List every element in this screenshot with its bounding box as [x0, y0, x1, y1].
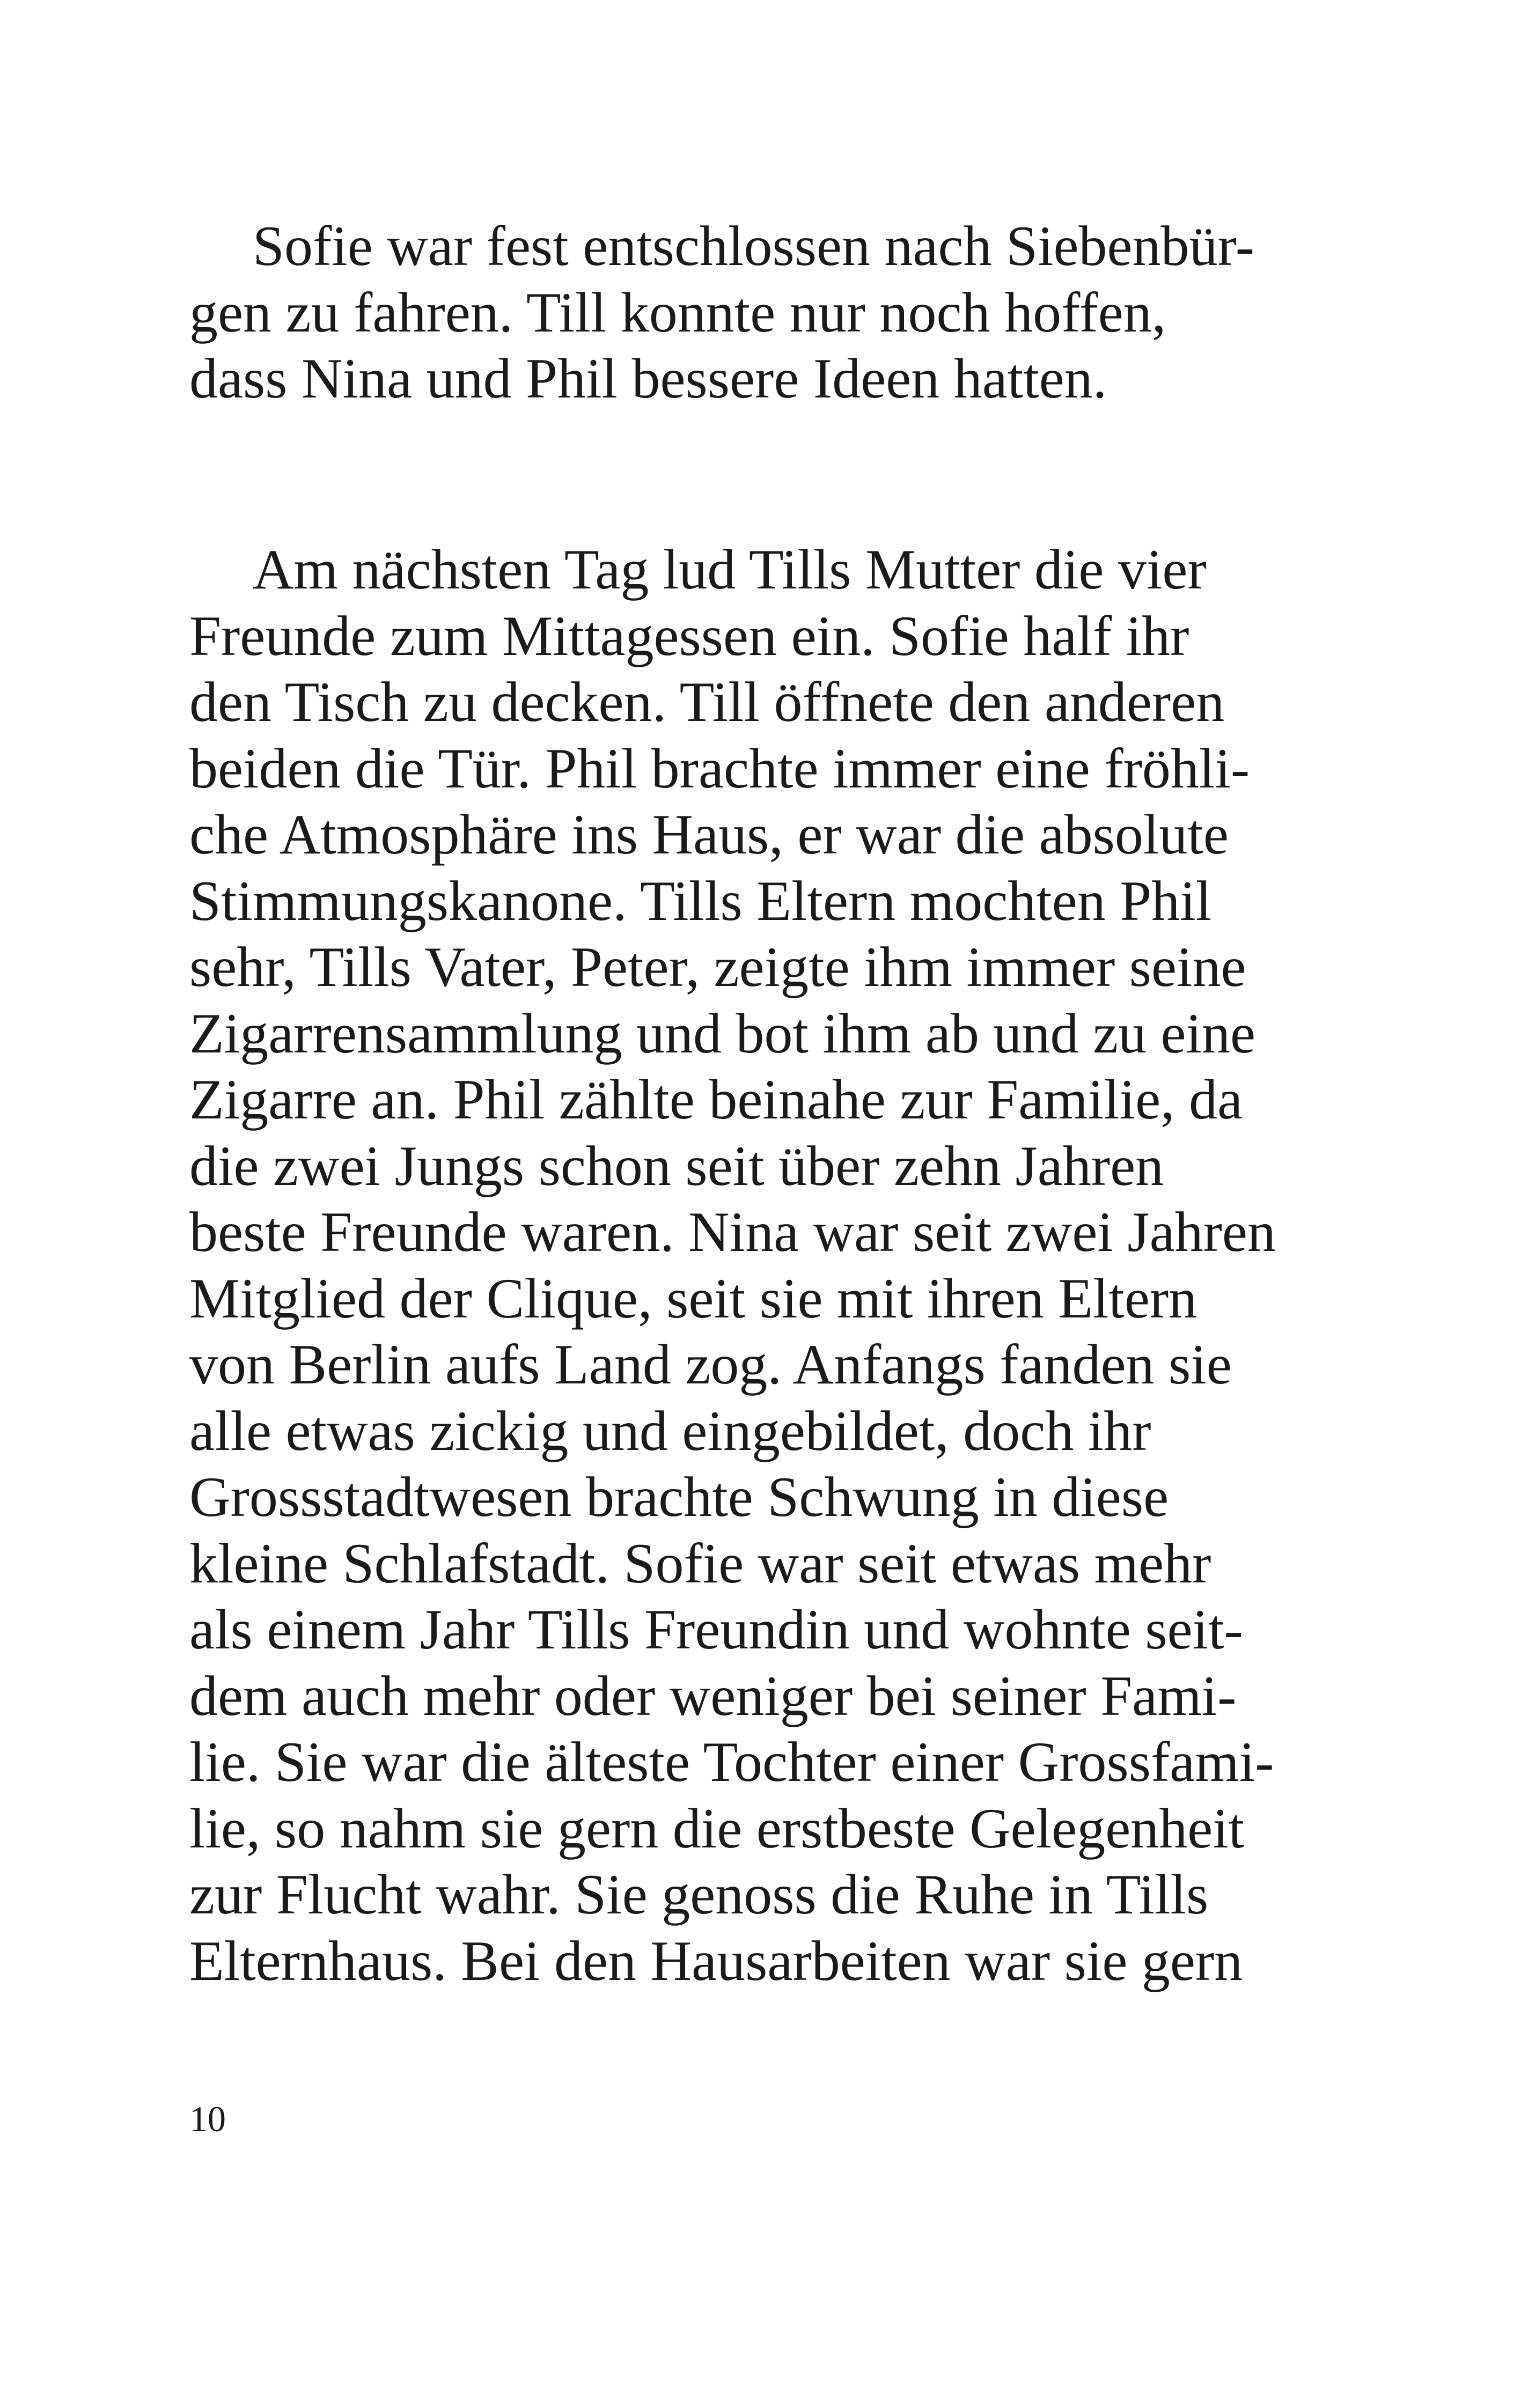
- text-line: gen zu fahren. Till konnte nur noch hoffen,: [189, 281, 1166, 344]
- text-line: dass Nina und Phil bessere Ideen hatten.: [189, 347, 1107, 410]
- text-line: alle etwas zickig und eingebildet, doch ihr: [189, 1399, 1151, 1462]
- text-line: Am nächsten Tag lud Tills Mutter die vier: [253, 538, 1207, 601]
- text-line: den Tisch zu decken. Till öffnete den anderen: [189, 671, 1225, 733]
- text-line: zur Flucht wahr. Sie genoss die Ruhe in Tills: [189, 1863, 1209, 1926]
- text-line: die zwei Jungs schon seit über zehn Jahren: [189, 1134, 1164, 1197]
- paragraph-1: [189, 213, 1397, 412]
- text-line: Stimmungskanone. Tills Eltern mochten Phil: [189, 869, 1212, 932]
- paragraph-2: [189, 536, 1397, 1994]
- text-line: beiden die Tür. Phil brachte immer eine fröhli-: [189, 737, 1250, 800]
- text-line: sehr, Tills Vater, Peter, zeigte ihm immer seine: [189, 936, 1246, 998]
- text-line: Elternhaus. Bei den Hausarbeiten war sie gern: [189, 1929, 1243, 1992]
- page-number: 10: [189, 2098, 226, 2139]
- text-line: beste Freunde waren. Nina war seit zwei Jahren: [189, 1201, 1276, 1263]
- text-line: Zigarrensammlung und bot ihm ab und zu eine: [189, 1002, 1256, 1065]
- text-line: kleine Schlafstadt. Sofie war seit etwas mehr: [189, 1531, 1211, 1595]
- text-line: dem auch mehr oder weniger bei seiner Fami-: [189, 1664, 1237, 1727]
- text-line: Mitglied der Clique, seit sie mit ihren Eltern: [189, 1266, 1197, 1330]
- text-line: Zigarre an. Phil zählte beinahe zur Familie, da: [189, 1068, 1243, 1131]
- text-line: lie, so nahm sie gern die erstbeste Gelegenheit: [189, 1796, 1245, 1860]
- text-line: von Berlin aufs Land zog. Anfangs fanden sie: [189, 1333, 1232, 1396]
- text-line: Sofie war fest entschlossen nach Siebenbür-: [253, 215, 1255, 277]
- text-line: als einem Jahr Tills Freundin und wohnte seit-: [189, 1598, 1243, 1661]
- text-line: Grossstadtwesen brachte Schwung in diese: [189, 1466, 1169, 1528]
- text-line: lie. Sie war die älteste Tochter einer Grossfami-: [189, 1730, 1274, 1793]
- text-line: Freunde zum Mittagessen ein. Sofie half ihr: [189, 604, 1189, 667]
- text-line: che Atmosphäre ins Haus, er war die absolute: [189, 803, 1229, 866]
